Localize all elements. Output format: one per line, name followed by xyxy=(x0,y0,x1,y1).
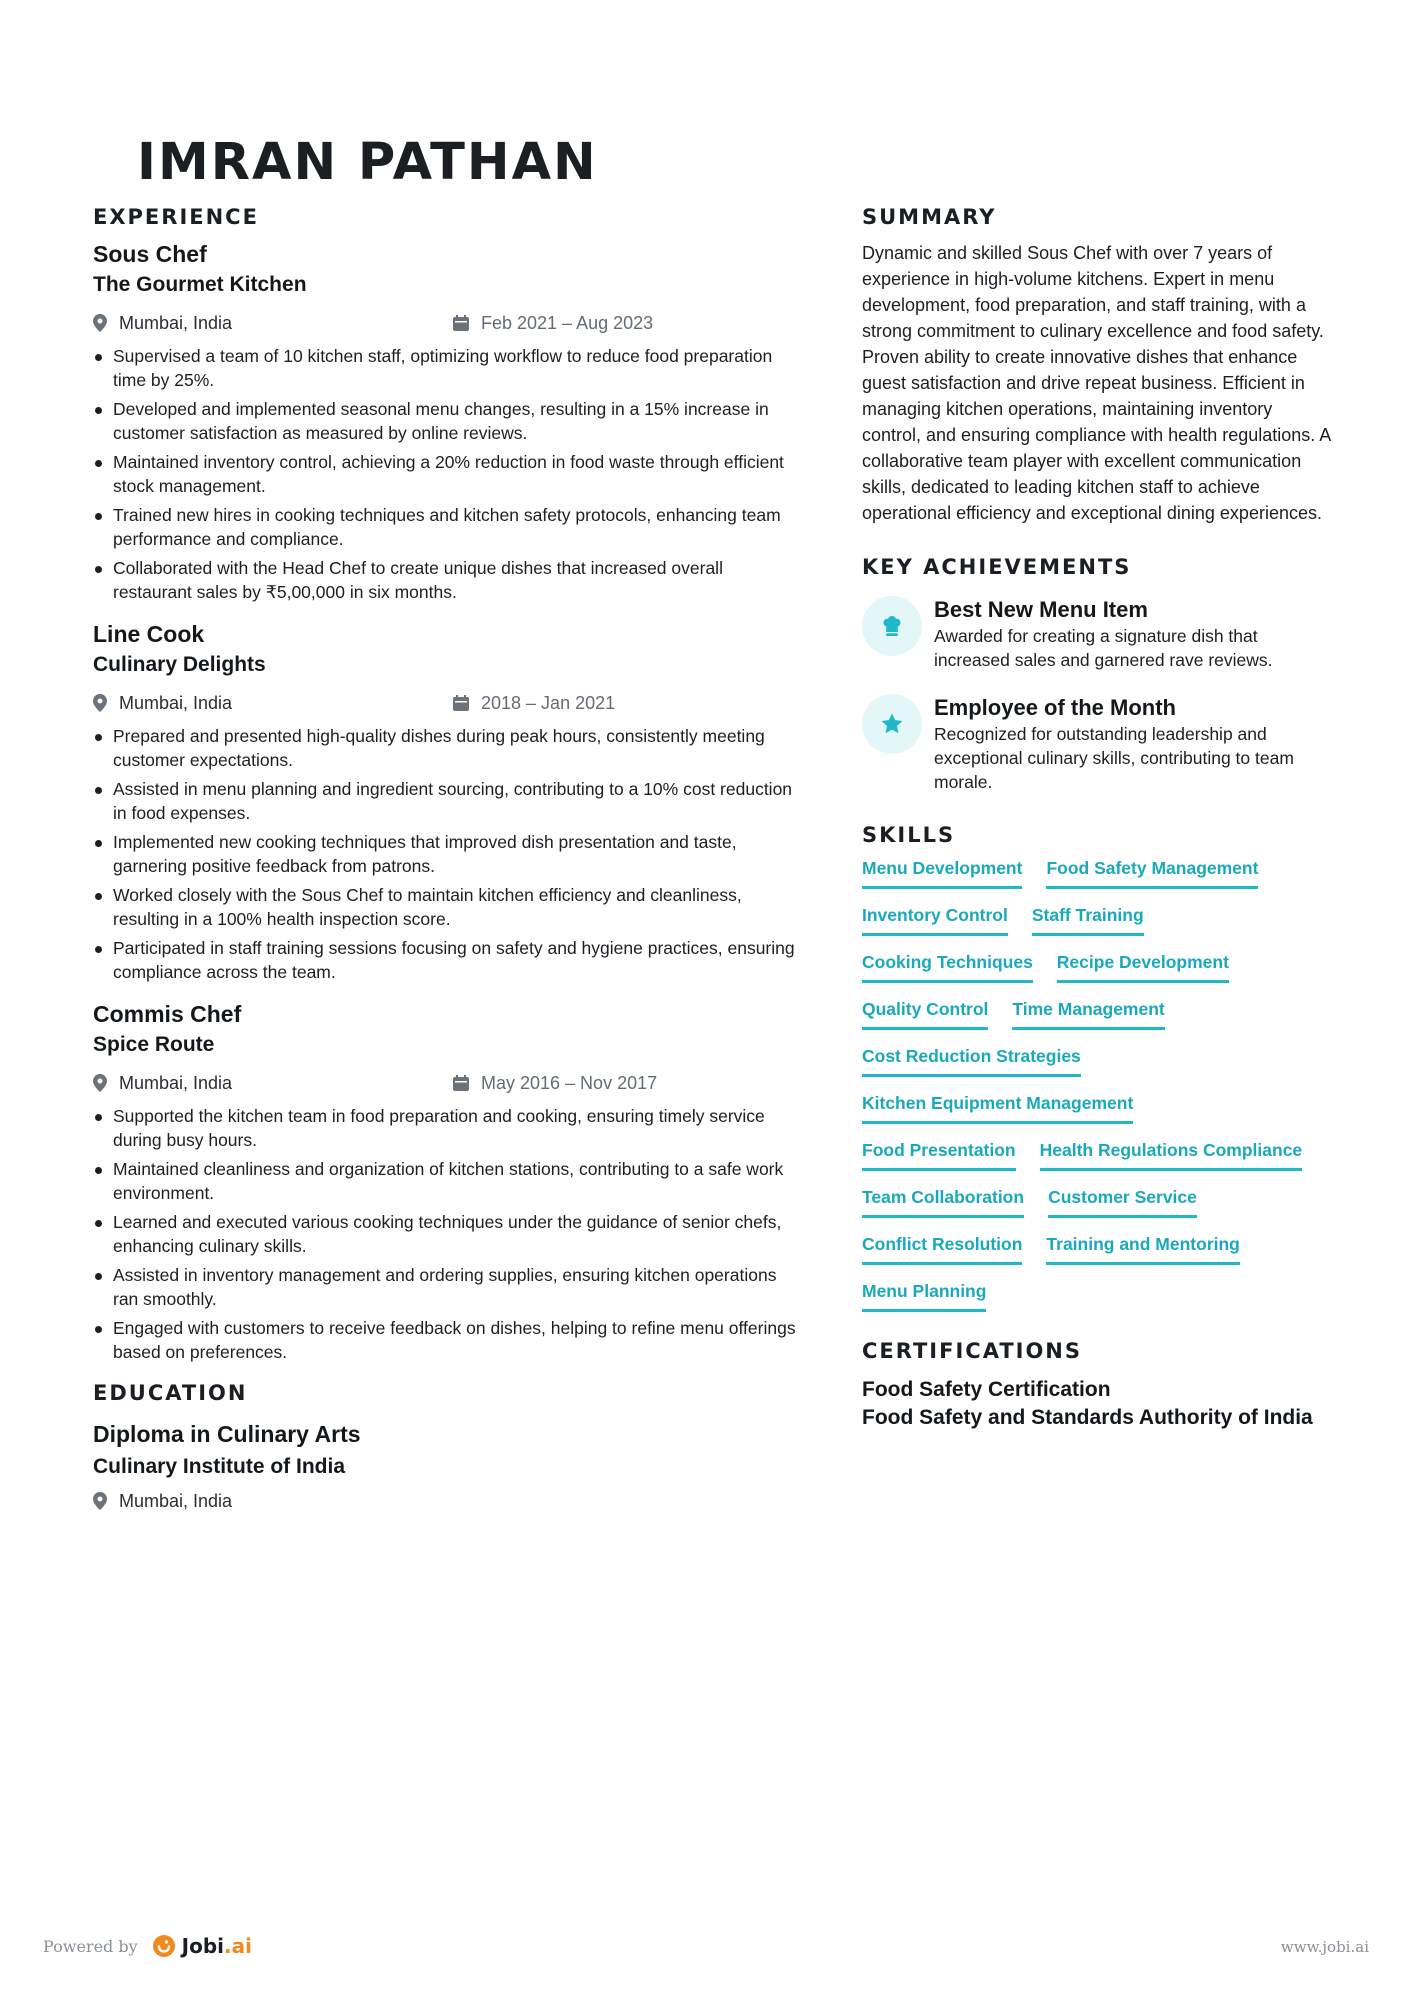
certification-name: Food Safety Certification xyxy=(862,1378,1111,1401)
skill-tag: Food Safety Management xyxy=(1046,856,1258,889)
job-bullets xyxy=(93,724,803,984)
logo-text-accent: .ai xyxy=(224,1934,252,1958)
job-bullet: Assisted in inventory management and ordering supplies, ensuring kitchen operations ran smoothly. xyxy=(93,1263,803,1311)
job-dates-text: 2018 – Jan 2021 xyxy=(481,692,616,713)
job-location-text: Mumbai, India xyxy=(119,312,233,333)
location-pin-icon xyxy=(93,1074,107,1092)
footer-powered-by xyxy=(43,1934,252,1958)
job-bullet: Maintained cleanliness and organization of kitchen stations, contributing to a safe work environment. xyxy=(93,1157,803,1205)
skill-tag: Cooking Techniques xyxy=(862,950,1033,983)
job-entry xyxy=(93,618,803,984)
job-dates xyxy=(453,1073,657,1094)
skill-tag: Cost Reduction Strategies xyxy=(862,1044,1081,1077)
job-bullet: Developed and implemented seasonal menu changes, resulting in a 15% increase in customer satisfaction as measured by online reviews. xyxy=(93,397,803,445)
job-location-text: Mumbai, India xyxy=(119,692,233,713)
skill-tag: Health Regulations Compliance xyxy=(1040,1138,1303,1171)
jobi-logo-icon xyxy=(152,1934,176,1958)
skills-heading: SKILLS xyxy=(862,823,956,847)
summary-heading: SUMMARY xyxy=(862,205,997,229)
calendar-icon xyxy=(453,1075,469,1091)
skill-tag: Training and Mentoring xyxy=(1046,1232,1239,1265)
skill-tag: Conflict Resolution xyxy=(862,1232,1022,1265)
achievement-item xyxy=(862,596,1332,672)
education-degree: Diploma in Culinary Arts xyxy=(93,1421,361,1447)
star-icon xyxy=(880,712,904,736)
education-location-text: Mumbai, India xyxy=(119,1490,233,1511)
certification-issuer: Food Safety and Standards Authority of India xyxy=(862,1406,1313,1429)
footer-url[interactable]: www.jobi.ai xyxy=(1280,1938,1369,1956)
achievements-heading: KEY ACHIEVEMENTS xyxy=(862,555,1132,579)
achievement-body xyxy=(934,596,1332,672)
education-meta xyxy=(93,1486,803,1516)
job-bullet: Collaborated with the Head Chef to create unique dishes that increased overall restaurant sales by ₹5,00,000 in six months. xyxy=(93,556,803,604)
job-dates xyxy=(453,313,653,334)
job-dates xyxy=(453,693,615,714)
location-pin-icon xyxy=(93,694,107,712)
job-location xyxy=(93,1073,453,1094)
job-bullet: Participated in staff training sessions focusing on safety and hygiene practices, ensuring compliance across the team. xyxy=(93,936,803,984)
achievement-icon-circle xyxy=(862,694,922,754)
achievement-title: Employee of the Month xyxy=(934,695,1176,720)
skill-tag: Menu Planning xyxy=(862,1279,986,1312)
certifications-heading: CERTIFICATIONS xyxy=(862,1339,1083,1363)
achievement-title: Best New Menu Item xyxy=(934,597,1148,622)
job-company: Culinary Delights xyxy=(93,653,266,676)
skill-tag: Customer Service xyxy=(1048,1185,1197,1218)
job-company: The Gourmet Kitchen xyxy=(93,273,307,296)
calendar-icon xyxy=(453,315,469,331)
job-bullet: Supported the kitchen team in food preparation and cooking, ensuring timely service during busy hours. xyxy=(93,1104,803,1152)
job-bullet: Maintained inventory control, achieving a 20% reduction in food waste through efficient stock management. xyxy=(93,450,803,498)
achievement-desc: Recognized for outstanding leadership and exceptional culinary skills, contributing to team morale. xyxy=(934,724,1294,792)
job-bullet: Supervised a team of 10 kitchen staff, optimizing workflow to reduce food preparation time by 25%. xyxy=(93,344,803,392)
skill-tag: Quality Control xyxy=(862,997,988,1030)
job-meta xyxy=(93,308,803,338)
job-bullet: Worked closely with the Sous Chef to maintain kitchen efficiency and cleanliness, resulting in a 100% health inspection score. xyxy=(93,883,803,931)
skill-tag: Kitchen Equipment Management xyxy=(862,1091,1133,1124)
logo-text-main: Jobi xyxy=(181,1934,224,1958)
job-role: Sous Chef xyxy=(93,241,207,267)
skill-tag: Food Presentation xyxy=(862,1138,1016,1171)
job-company: Spice Route xyxy=(93,1033,215,1056)
job-location xyxy=(93,693,453,714)
powered-by-text: Powered by xyxy=(43,1936,138,1956)
skill-tag: Staff Training xyxy=(1032,903,1144,936)
education-heading: EDUCATION xyxy=(93,1381,248,1405)
education-school: Culinary Institute of India xyxy=(93,1455,346,1478)
achievement-icon-circle xyxy=(862,596,922,656)
job-bullet: Engaged with customers to receive feedback on dishes, helping to refine menu offerings based on preferences. xyxy=(93,1316,803,1364)
skill-tag: Time Management xyxy=(1012,997,1164,1030)
job-bullet: Implemented new cooking techniques that improved dish presentation and taste, garnering positive feedback from patrons. xyxy=(93,830,803,878)
candidate-name: IMRAN PATHAN xyxy=(137,133,598,192)
job-meta xyxy=(93,688,803,718)
job-bullets xyxy=(93,344,803,604)
job-location-text: Mumbai, India xyxy=(119,1072,233,1093)
job-meta xyxy=(93,1068,803,1098)
location-pin-icon xyxy=(93,314,107,332)
skills-list xyxy=(862,856,1332,1326)
job-bullet: Learned and executed various cooking techniques under the guidance of senior chefs, enhancing culinary skills. xyxy=(93,1210,803,1258)
job-entry xyxy=(93,238,803,604)
job-dates-text: May 2016 – Nov 2017 xyxy=(481,1072,658,1093)
left-column xyxy=(93,202,803,1516)
location-pin-icon xyxy=(93,1492,107,1510)
skill-tag: Team Collaboration xyxy=(862,1185,1024,1218)
achievement-item xyxy=(862,694,1332,794)
skill-tag: Menu Development xyxy=(862,856,1022,889)
skill-tag: Recipe Development xyxy=(1057,950,1229,983)
right-column xyxy=(862,202,1332,1432)
achievement-body xyxy=(934,694,1332,794)
achievement-desc: Awarded for creating a signature dish that increased sales and garnered rave reviews. xyxy=(934,626,1273,670)
calendar-icon xyxy=(453,695,469,711)
job-location xyxy=(93,313,453,334)
skill-tag: Inventory Control xyxy=(862,903,1008,936)
job-bullets xyxy=(93,1104,803,1364)
job-bullet: Trained new hires in cooking techniques and kitchen safety protocols, enhancing team performance and compliance. xyxy=(93,503,803,551)
job-entry xyxy=(93,998,803,1364)
job-role: Line Cook xyxy=(93,621,205,647)
job-role: Commis Chef xyxy=(93,1001,242,1027)
education-location xyxy=(93,1491,453,1512)
experience-heading: EXPERIENCE xyxy=(93,205,259,229)
job-bullet: Assisted in menu planning and ingredient sourcing, contributing to a 10% cost reduction in food expenses. xyxy=(93,777,803,825)
jobi-logo[interactable] xyxy=(152,1934,252,1958)
chef-hat-icon xyxy=(882,615,902,637)
summary-text: Dynamic and skilled Sous Chef with over 7 years of experience in high-volume kitchens. Expert in menu development, food preparation, and staff training, with a strong commitment to culinary excellence and food safety. Proven ability to create innovative dishes that enhance guest satisfaction and drive repeat business. Efficient in managing kitchen operations, maintaining inventory control, and ensuring compliance with health regulations. A collaborative team player with excellent communication skills, dedicated to leading kitchen staff to achieve operational efficiency and exceptional dining experiences. xyxy=(862,243,1331,523)
job-bullet: Prepared and presented high-quality dishes during peak hours, consistently meeting customer expectations. xyxy=(93,724,803,772)
job-dates-text: Feb 2021 – Aug 2023 xyxy=(481,312,654,333)
